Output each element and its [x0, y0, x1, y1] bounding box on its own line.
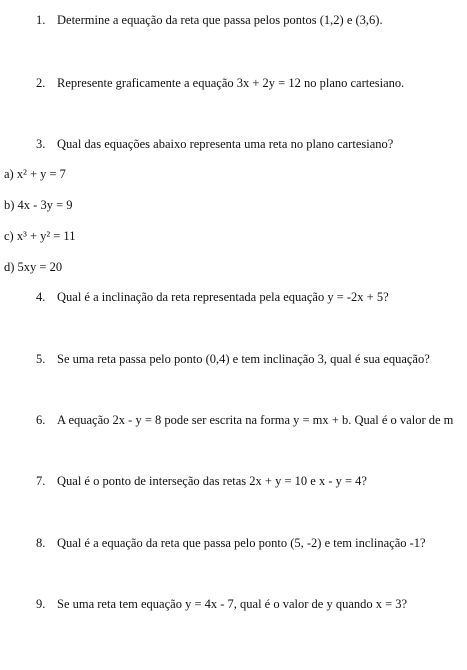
question-number: 2.: [36, 76, 46, 90]
question-text: Determine a equação da reta que passa pelos pontos (1,2) e (3,6).: [57, 13, 383, 27]
question-text: A equação 2x - y = 8 pode ser escrita na forma y = mx + b. Qual é o valor de m: [57, 413, 454, 427]
question-number: 5.: [36, 352, 46, 366]
question-6: [36, 413, 453, 428]
option-a: a) x² + y = 7: [4, 167, 66, 181]
question-text: Qual é o ponto de interseção das retas 2x + y = 10 e x - y = 4?: [57, 474, 367, 488]
question-text: Se uma reta tem equação y = 4x - 7, qual é o valor de y quando x = 3?: [57, 597, 408, 611]
option-d: d) 5xy = 20: [4, 260, 63, 274]
question-number: 6.: [36, 413, 46, 427]
question-text: Qual das equações abaixo representa uma reta no plano cartesiano?: [57, 137, 394, 151]
question-1: [36, 13, 383, 28]
question-2: [36, 76, 404, 91]
question-7: [36, 474, 367, 489]
question-number: 4.: [36, 290, 46, 304]
question-number: 9.: [36, 597, 46, 611]
question-text: Qual é a equação da reta que passa pelo ponto (5, -2) e tem inclinação -1?: [57, 536, 426, 550]
question-number: 1.: [36, 13, 46, 27]
question-number: 7.: [36, 474, 46, 488]
question-text: Se uma reta passa pelo ponto (0,4) e tem inclinação 3, qual é sua equação?: [57, 352, 430, 366]
question-number: 8.: [36, 536, 46, 550]
question-number: 3.: [36, 137, 46, 151]
question-3: [36, 137, 393, 152]
question-text: Qual é a inclinação da reta representada pela equação y = -2x + 5?: [57, 290, 389, 304]
question-5: [36, 352, 430, 367]
option-b: b) 4x - 3y = 9: [4, 198, 73, 212]
question-9: [36, 597, 407, 612]
option-c: c) x³ + y² = 11: [4, 229, 76, 243]
question-4: [36, 290, 389, 305]
question-8: [36, 536, 426, 551]
question-text: Represente graficamente a equação 3x + 2y = 12 no plano cartesiano.: [57, 76, 405, 90]
